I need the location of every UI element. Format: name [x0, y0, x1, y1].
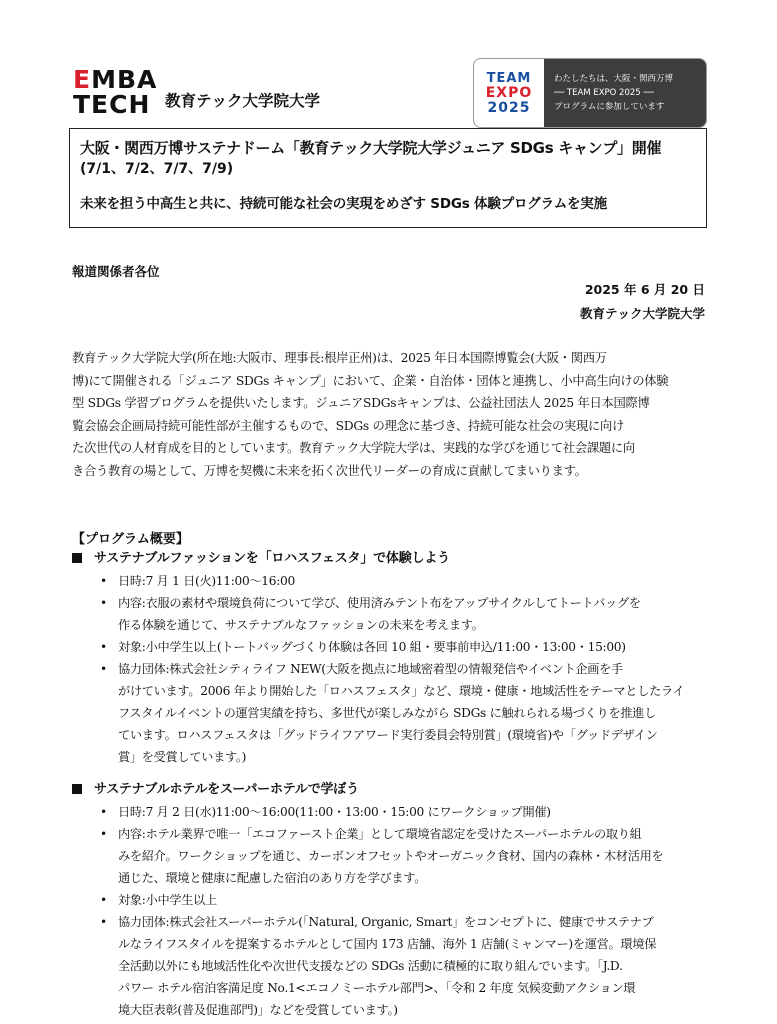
- list-item: [100, 636, 712, 658]
- item-line: • 日時:7 月 2 日(水)11:00〜16:00(11:00・13:00・15:00 にワークショップ開催): [118, 805, 551, 819]
- square-bullet-icon: [72, 553, 82, 563]
- expo-text-line-3: プログラムに参加しています: [554, 102, 665, 112]
- item-line: • 内容:ホテル業界で唯一「エコファースト企業」として環境省認定を受けたスーパーホテルの取り組: [118, 827, 642, 841]
- item-line: • 内容:衣服の素材や環境負荷について学び、使用済みテント布をアップサイクルしてトートバッグを: [118, 596, 641, 610]
- square-bullet-icon: [72, 784, 82, 794]
- item-line: • 対象:小中学生以上: [118, 893, 217, 907]
- team-expo-logo: [474, 59, 544, 127]
- section-heading: [72, 548, 712, 570]
- section-heading-text: サステナブルホテルをスーパーホテルで学ぼう: [94, 782, 359, 797]
- addressee: 報道関係者各位: [72, 264, 160, 279]
- list-item: [100, 911, 712, 1021]
- university-name: 教育テック大学院大学: [165, 92, 321, 110]
- item-line: 賞」を受賞しています。): [118, 750, 247, 764]
- item-line: フスタイルイベントの運営実績を持ち、多世代が楽しみながら SDGs に触れられる場づくりを推進し: [118, 706, 656, 720]
- intro-paragraph: [72, 347, 712, 483]
- item-line: がけています。2006 年より開始した「ロハスフェスタ」など、環境・健康・地域活性をテーマとしたライ: [118, 684, 685, 698]
- expo-participation-text: [544, 59, 706, 127]
- expo-logo-year: 2025: [487, 99, 531, 116]
- item-line: みを紹介。ワークショップを通じ、カーボンオフセットやオーガニック食材、国内の森林・木材活用を: [118, 849, 664, 863]
- logo-letter-e: E: [73, 65, 92, 94]
- item-line: パワー ホテル宿泊客満足度 No.1<エコノミーホテル部門>、「令和 2 年度 気候変動アクション環: [118, 981, 636, 995]
- intro-line: 覧会協会企画局持続可能性部が主催するもので、SDGs の理念に基づき、持続可能な社会の実現に向け: [72, 418, 624, 433]
- item-line: ています。ロハスフェスタは「グッドライフアワード実行委員会特別賞」(環境省)や「グッドデザイン: [118, 728, 658, 742]
- team-expo-badge: [473, 58, 707, 128]
- item-line: 境大臣表彰(普及促進部門)」などを受賞しています。): [118, 1003, 398, 1017]
- program-overview-heading: 【プログラム概要】: [72, 532, 189, 547]
- expo-logo-expo: EXPO: [485, 84, 533, 101]
- item-line: 通じた、環境と健康に配慮した宿泊のあり方を学びます。: [118, 871, 427, 885]
- list-item: [100, 823, 712, 889]
- expo-text-line-1: わたしたちは、大阪・関西万博: [554, 74, 674, 84]
- section-item-list: [72, 801, 712, 1021]
- item-line: 作る体験を通じて、サステナブルなファッションの未来を考えます。: [118, 618, 484, 632]
- item-line: • 対象:小中学生以上(トートバッグづくり体験は各回 10 組・要事前申込/11:00・13:00・15:00): [118, 640, 626, 654]
- release-date: 2025 年 6 月 20 日: [584, 282, 705, 297]
- intro-line: 型 SDGs 学習プログラムを提供いたします。ジュニアSDGsキャンプは、公益社団法人 2025 年日本国際博: [72, 396, 650, 411]
- list-item: [100, 889, 712, 911]
- logo-line-2: TECH: [73, 90, 151, 119]
- section-heading: [72, 779, 712, 801]
- program-section-fashion: [72, 548, 712, 768]
- item-line: • 協力団体:株式会社スーパーホテル(「Natural, Organic, Smart」をコンセプトに、健康でサステナブ: [118, 915, 654, 929]
- item-line: ルなライフスタイルを提案するホテルとして国内 173 店舗、海外 1 店舗(ミャンマー)を運営。環境保: [118, 937, 657, 951]
- section-heading-text: サステナブルファッションを「ロハスフェスタ」で体験しよう: [94, 551, 450, 566]
- emba-tech-logo: [73, 67, 163, 117]
- document-title: 大阪・関西万博サステナドーム「教育テック大学院大学ジュニア SDGs キャンプ」開催: [80, 139, 662, 157]
- item-line: • 日時:7 月 1 日(火)11:00〜16:00: [118, 574, 295, 588]
- list-item: [100, 570, 712, 592]
- intro-line: た次世代の人材育成を目的としています。教育テック大学院大学は、実践的な学びを通じて社会課題に向: [72, 441, 635, 456]
- issuer-name: 教育テック大学院大学: [579, 306, 705, 321]
- list-item: [100, 592, 712, 636]
- logo-line-1-rest: MBA: [91, 65, 158, 94]
- logo-line-1: [73, 67, 163, 92]
- program-section-hotel: [72, 779, 712, 1021]
- item-line: • 協力団体:株式会社シティライフ NEW(大阪を拠点に地域密着型の情報発信やイベント企画を手: [118, 662, 623, 676]
- intro-line: き合う教育の場として、万博を契機に未来を拓く次世代リーダーの育成に貢献してまいります。: [72, 463, 587, 478]
- intro-line: 教育テック大学院大学(所在地:大阪市、理事長:根岸正州)は、2025 年日本国際博覧会(大阪・関西万: [72, 351, 607, 365]
- event-dates: (7/1、7/2、7/7、7/9): [80, 161, 234, 177]
- item-line: 全活動以外にも地域活性化や次世代支援などの SDGs 活動に積極的に取り組んでいます。「J.D.: [118, 959, 623, 973]
- expo-text-line-2: ── TEAM EXPO 2025 ──: [554, 88, 654, 98]
- expo-logo-team: TEAM: [486, 70, 532, 86]
- list-item: [100, 658, 712, 768]
- title-box: [69, 128, 707, 228]
- list-item: [100, 801, 712, 823]
- intro-line: 博)にて開催される「ジュニア SDGs キャンプ」において、企業・自治体・団体と連携し、小中高生向けの体験: [72, 373, 669, 388]
- lead-subtitle: 未来を担う中高生と共に、持続可能な社会の実現をめざす SDGs 体験プログラムを実施: [80, 196, 607, 212]
- section-item-list: [72, 570, 712, 768]
